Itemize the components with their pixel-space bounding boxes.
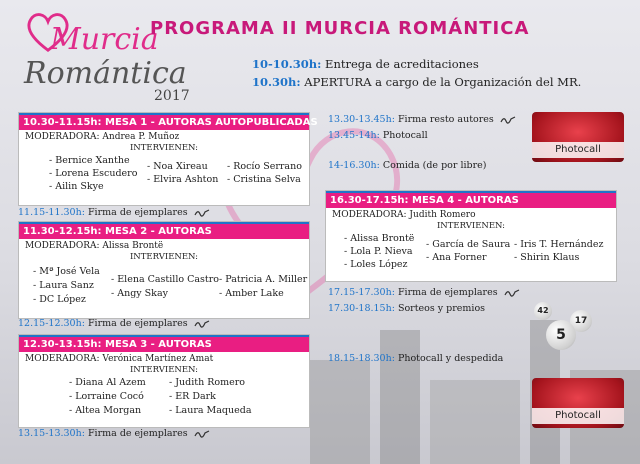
list-item: - Lorena Escudero — [49, 168, 138, 179]
list-item: - Amber Lake — [219, 288, 284, 299]
logo-year: 2017 — [154, 88, 190, 104]
firma-1-line: 11.15-11.30h: Firma de ejemplares — [18, 207, 210, 218]
list-item: - Ailin Skye — [49, 181, 104, 192]
mesa-1-header: 10.30-11.15h: MESA 1 - AUTORAS AUTOPUBLICADAS — [19, 113, 309, 130]
logo-line1: Murcia — [50, 22, 159, 57]
photocall-1-line: 13.45-14h: Photocall — [328, 130, 428, 141]
lottery-ball: 5 — [546, 320, 576, 350]
photocall-image-1 — [532, 112, 624, 162]
mesa-1-intervienen: INTERVIENEN: — [129, 143, 199, 153]
signature-icon — [194, 429, 210, 438]
list-item: - Mª José Vela — [33, 266, 100, 277]
list-item: - Altea Morgan — [69, 405, 142, 416]
comida-line: 14-16.30h: Comida (de por libre) — [328, 160, 487, 171]
intro-line-1: 10-10.30h: Entrega de acreditaciones — [252, 57, 479, 71]
mesa-2-moderadora: MODERADORA: Alissa Brontë — [25, 241, 164, 251]
list-item: - Rocío Serrano — [227, 161, 302, 172]
mesa-3-moderadora: MODERADORA: Verónica Martínez Amat — [25, 354, 214, 364]
list-item: - Laura Maqueda — [169, 405, 252, 416]
list-item: - DC López — [33, 294, 86, 305]
lottery-balls — [530, 302, 600, 352]
list-item: - Bernice Xanthe — [49, 155, 130, 166]
photocall-label: Photocall — [532, 408, 624, 424]
despedida-line: 18.15-18.30h: Photocall y despedida — [328, 353, 504, 364]
list-item: - Judith Romero — [169, 377, 245, 388]
signature-icon — [194, 319, 210, 328]
firma-4-line: 17.15-17.30h: Firma de ejemplares — [328, 287, 520, 298]
list-item: - Angy Skay — [111, 288, 168, 299]
signature-icon — [500, 115, 516, 124]
list-item: - Shirin Klaus — [514, 252, 580, 263]
mesa-4-intervienen: INTERVIENEN: — [436, 221, 506, 231]
mesa-4-box — [325, 190, 617, 282]
photocall-label: Photocall — [532, 142, 624, 158]
mesa-2-intervienen: INTERVIENEN: — [129, 252, 199, 262]
list-item: - Iris T. Hernández — [514, 239, 604, 250]
list-item: - Elvira Ashton — [147, 174, 219, 185]
list-item: - Elena Castillo Castro — [111, 274, 219, 285]
list-item: - Laura Sanz — [33, 280, 94, 291]
lottery-ball: 17 — [570, 310, 592, 332]
list-item: - Patricia A. Miller — [219, 274, 308, 285]
list-item: - ER Dark — [169, 391, 216, 402]
firma-resto-line: 13.30-13.45h: Firma resto autores — [328, 114, 516, 125]
list-item: - Diana Al Azem — [69, 377, 146, 388]
list-item: - Cristina Selva — [227, 174, 301, 185]
logo-line2: Romántica — [24, 56, 187, 91]
mesa-4-header: 16.30-17.15h: MESA 4 - AUTORAS — [326, 191, 616, 208]
lottery-ball: 42 — [534, 302, 552, 320]
mesa-3-box — [18, 334, 310, 428]
mesa-1-moderadora: MODERADORA: Andrea P. Muñoz — [25, 132, 180, 142]
intro-line-2: 10.30h: APERTURA a cargo de la Organización del MR. — [252, 75, 582, 89]
list-item: - Ana Forner — [426, 252, 487, 263]
list-item: - Noa Xireau — [147, 161, 208, 172]
mesa-2-box — [18, 221, 310, 319]
list-item: - García de Saura — [426, 239, 511, 250]
signature-icon — [194, 208, 210, 217]
mesa-1-box — [18, 112, 318, 206]
intro-block — [252, 55, 581, 91]
sorteos-line: 17.30-18.15h: Sorteos y premios — [328, 303, 486, 314]
page-title: PROGRAMA II MURCIA ROMÁNTICA — [150, 18, 530, 39]
firma-2-line: 12.15-12.30h: Firma de ejemplares — [18, 318, 210, 329]
mesa-3-header: 12.30-13.15h: MESA 3 - AUTORAS — [19, 335, 309, 352]
mesa-3-intervienen: INTERVIENEN: — [129, 365, 199, 375]
firma-3-line: 13.15-13.30h: Firma de ejemplares — [18, 428, 210, 439]
photocall-image-2 — [532, 378, 624, 428]
signature-icon — [504, 288, 520, 297]
mesa-2-header: 11.30-12.15h: MESA 2 - AUTORAS — [19, 222, 309, 239]
list-item: - Alissa Brontë — [344, 233, 415, 244]
list-item: - Lorraine Cocó — [69, 391, 144, 402]
list-item: - Loles López — [344, 259, 408, 270]
mesa-4-moderadora: MODERADORA: Judith Romero — [332, 210, 476, 220]
list-item: - Lola P. Nieva — [344, 246, 413, 257]
